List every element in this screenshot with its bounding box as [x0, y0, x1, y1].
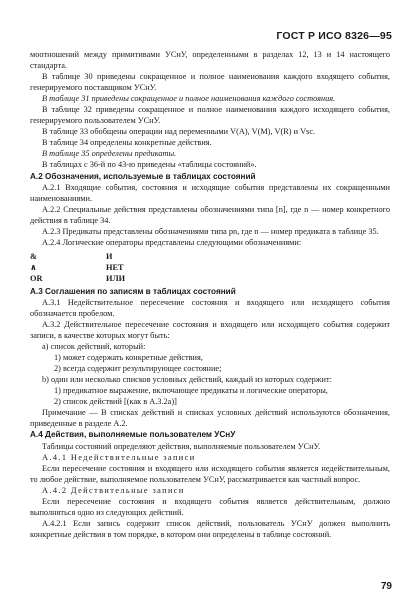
section-heading: А.2 Обозначения, используемые в таблицах состояний [30, 171, 256, 181]
paragraph: В таблице 34 определены конкретные действия. [42, 138, 212, 148]
paragraph: В таблице 32 приведены сокращенное и полное наименования каждого исходящего события, генерируемого пользователем УСнУ. [30, 105, 390, 126]
list-item: а) список действий, который: [42, 342, 146, 352]
paragraph: А.4.2.1 Если запись содержит список действий, пользователь УСнУ должен выполнить конкретные действия в том порядке, в котором они определены в таблице состояний. [30, 518, 390, 539]
paragraph: А.2.1 Входящие события, состояния и исходящие события представлены их сокращенными наименованиями. [30, 182, 390, 203]
paragraph: В таблице 35 определены предикаты. [42, 149, 177, 159]
operator-meaning: И [106, 251, 113, 261]
operator-symbol: ∧ [30, 262, 37, 272]
operator-row [30, 262, 390, 273]
subsection-heading: А.4.2 Действительные записи [42, 485, 185, 495]
paragraph: В таблице 33 обобщены операции над переменными V(A), V(M), V(R) и Vsc. [42, 127, 316, 137]
operator-row [30, 273, 390, 284]
operator-meaning: ИЛИ [106, 273, 126, 283]
operator-list [30, 251, 390, 284]
paragraph: А.2.2 Специальные действия представлены обозначениями типа [n], где n — номер конкретного действия в таблице 34. [30, 204, 390, 225]
page-number: 79 [380, 581, 392, 592]
paragraph: А.2.3 Предикаты представлены обозначениями типа pn, где n — номер предиката в таблице 35. [42, 226, 379, 236]
document-body [30, 49, 390, 540]
note: Примечание — В списках действий и списках условных действий используются обозначения, приведенные в разделе А.2. [30, 408, 390, 429]
list-item: 1) может содержать конкретные действия, [54, 353, 203, 363]
paragraph: Если пересечение состояния и входящего события является действительным, должно выполняться одно из следующих действий. [30, 496, 390, 517]
operator-symbol: OR [30, 273, 43, 283]
list-item: 2) список действий [(как в А.3.2а)] [54, 397, 177, 407]
section-heading: А.3 Соглашения по записям в таблицах состояний [30, 286, 236, 296]
paragraph: А.2.4 Логические операторы представлены следующими обозначениями: [42, 237, 302, 247]
operator-meaning: НЕТ [106, 262, 124, 272]
list-item: 1) предикатное выражение, включающее предикаты и логические операторы, [54, 386, 328, 396]
paragraph: Если пересечение состояния и входящего или исходящего события является недействительным, то любое действие, выполняемое пользователем УСнУ, рассматривается как частный вопрос. [30, 463, 390, 484]
paragraph: А.3.2 Действительное пересечение состояния и входящего или исходящего события содержит записи, в качестве которых могут быть: [30, 319, 390, 341]
subsection-heading: А.4.1 Недействительные записи [42, 452, 196, 462]
paragraph: В таблицах с 36-й по 43-ю приведены «таблицы состояний». [42, 160, 257, 170]
paragraph: А.3.1 Недействительное пересечение состояния и входящего или исходящего события обозначается пробелом. [30, 297, 390, 318]
list-item: b) один или несколько списков условных действий, каждый из которых содержит: [42, 375, 332, 385]
list-item: 2) всегда содержит результирующее состояние; [54, 364, 222, 374]
operator-symbol: & [30, 251, 37, 261]
section-heading: А.4 Действия, выполняемые пользователем УСнУ [30, 430, 236, 440]
paragraph: моотношений между примитивами УСнУ, определенными в разделах 12, 13 и 14 настоящего стандарта. [30, 50, 390, 71]
paragraph: Таблицы состояний определяют действия, выполняемые пользователем УСнУ. [42, 441, 321, 451]
operator-row [30, 251, 390, 262]
page-header: ГОСТ Р ИСО 8326—95 [276, 30, 392, 42]
paragraph: В таблице 30 приведены сокращенное и полное наименования каждого входящего события, генерируемого поставщиком УСнУ. [30, 72, 390, 93]
paragraph: В таблице 31 приведены сокращенное и полное наименования каждого состояния. [42, 94, 336, 104]
